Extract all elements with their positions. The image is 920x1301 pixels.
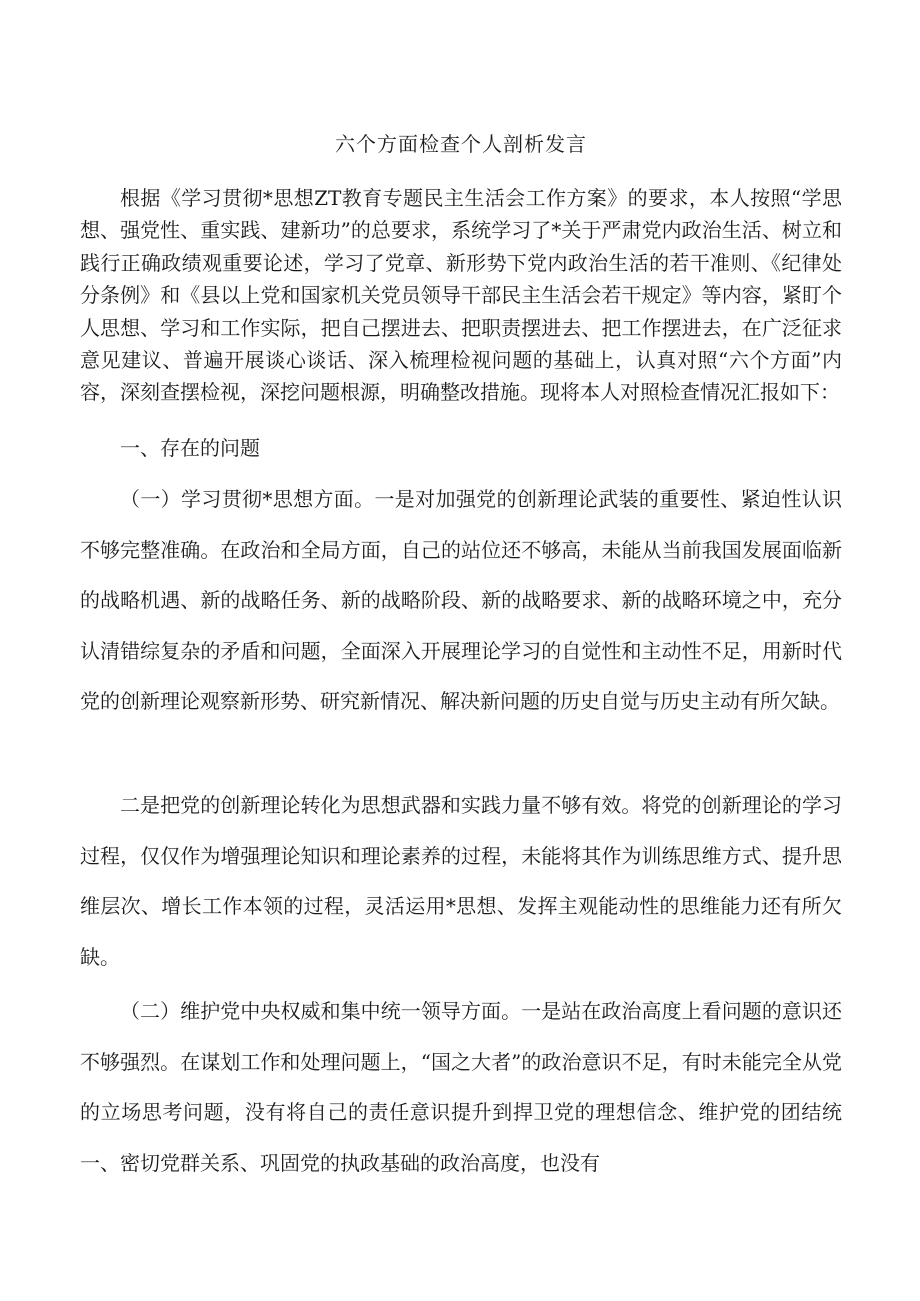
body-paragraph: 二是把党的创新理论转化为思想武器和实践力量不够有效。将党的创新理论的学习过程，仅仅作为增强理论知识和理论素养的过程，未能将其作为训练思维方式、提升思维层次、增长工作本领的过程，灵活运用*思想、发挥主观能动性的思维能力还有所欠缺。 xyxy=(80,793,842,969)
document-title: 六个方面检查个人剖析发言 xyxy=(335,132,587,156)
section-heading: 一、存在的问题 xyxy=(120,436,260,460)
body-paragraph: （一）学习贯彻*思想方面。一是对加强党的创新理论武装的重要性、紧迫性认识不够完整准确。在政治和全局方面，自己的站位还不够高，未能从当前我国发展面临新的战略机遇、新的战略任务、新的战略阶段、新的战略要求、新的战略环境之中，充分认清错综复杂的矛盾和问题，全面深入开展理论学习的自觉性和主动性不足，用新时代党的创新理论观察新形势、研究新情况、解决新问题的历史自觉与历史主动有所欠缺。 xyxy=(80,487,842,713)
intro-paragraph: 根据《学习贯彻*思想ZT教育专题民主生活会工作方案》的要求，本人按照“学思想、强党性、重实践、建新功”的总要求，系统学习了*关于严肃党内政治生活、树立和践行正确政绩观重要论述，学习了党章、新形势下党内政治生活的若干准则、《纪律处分条例》和《县以上党和国家机关党员领导干部民主生活会若干规定》等内容，紧盯个人思想、学习和工作实际，把自己摆进去、把职责摆进去、把工作摆进去，在广泛征求意见建议、普遍开展谈心谈话、深入梳理检视问题的基础上，认真对照“六个方面”内容，深刻查摆检视，深挖问题根源，明确整改措施。现将本人对照检查情况汇报如下： xyxy=(80,186,842,405)
body-paragraph: （二）维护党中央权威和集中统一领导方面。一是站在政治高度上看问题的意识还不够强烈。在谋划工作和处理问题上，“国之大者”的政治意识不足，有时未能完全从党的立场思考问题，没有将自己的责任意识提升到捍卫党的理想信念、维护党的团结统一、密切党群关系、巩固党的执政基础的政治高度，也没有 xyxy=(80,999,842,1175)
